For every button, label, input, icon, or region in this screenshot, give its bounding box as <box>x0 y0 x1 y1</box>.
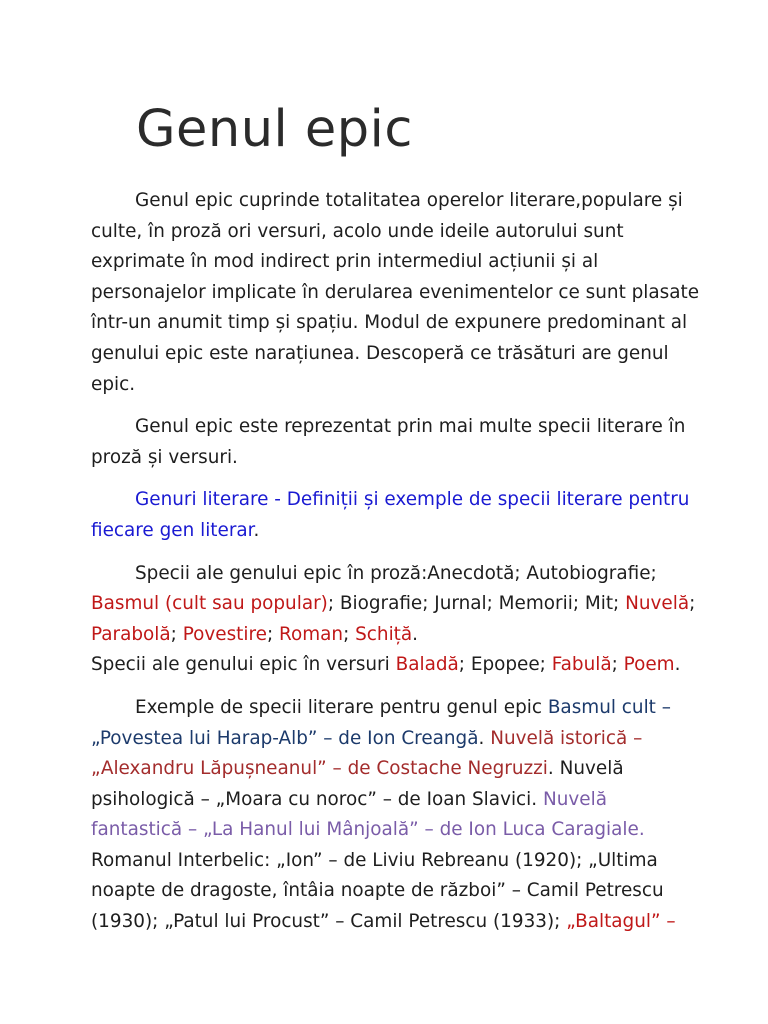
verse-species-text: Specii ale genului epic în versuri <box>91 654 396 676</box>
baltagul-link[interactable]: „Baltagul” – <box>566 911 676 933</box>
period: . <box>412 623 419 645</box>
paragraph-intro: Genul epic cuprinde totalitatea operelor literare,populare și culte, în proză ori versuri, acolo unde ideile autorului sunt exprimate în mod indirect prin intermediul acțiunii și al personajelor implicate în derularea evenimentelor ce sunt plasate într-un anumit timp și spațiu. Modul de expunere predominant al genului epic este narațiunea. Descoperă ce trăsături are genul epic. <box>91 190 700 395</box>
balada-link[interactable]: Baladă <box>395 654 459 676</box>
basmul-link[interactable]: Basmul (cult sau popular) <box>91 593 328 615</box>
paragraph-link <box>91 485 701 546</box>
roman-link[interactable]: Roman <box>279 623 344 645</box>
page-title: Genul epic <box>136 100 413 159</box>
schita-link[interactable]: Schiță <box>355 623 413 645</box>
document-body <box>91 186 701 950</box>
separator: ; <box>170 623 183 645</box>
link-period: . <box>253 519 260 541</box>
basmul-cult-link[interactable]: Basmul cult – „Povestea lui Harap-Alb” – de Ion Creangă <box>91 696 671 749</box>
period: . <box>674 654 681 676</box>
separator: . <box>478 727 491 749</box>
prose-species-text-2: ; Biografie; Jurnal; Memorii; Mit; <box>327 593 626 615</box>
povestire-link[interactable]: Povestire <box>182 623 267 645</box>
separator: ; <box>343 623 356 645</box>
paragraph-examples <box>91 693 701 938</box>
paragraph-species-summary: Genul epic este reprezentat prin mai multe specii literare în proză și versuri. <box>91 416 686 468</box>
examples-text-3: Romanul Interbelic: „Ion” – de Liviu Rebreanu (1920); „Ultima noapte de dragoste, întâia noapte de război” – Camil Petrescu (1930); „Patul lui Procust” – Camil Petrescu (1933); <box>91 849 664 933</box>
separator: ; <box>266 623 280 645</box>
prose-species-text: Specii ale genului epic în proză:Anecdotă; Autobiografie; <box>135 562 657 584</box>
examples-text-2: . Nuvelă psihologică – „Moara cu noroc” – de Ioan Slavici. <box>91 758 624 810</box>
fabula-link[interactable]: Fabulă <box>551 654 612 676</box>
verse-species-text-2: ; Epopee; <box>458 654 552 676</box>
nuvela-istorica-link[interactable]: Nuvelă istorică – „Alexandru Lăpușneanul” – de Costache Negruzzi <box>91 727 643 780</box>
paragraph-prose-species <box>91 559 701 651</box>
nuvela-link[interactable]: Nuvelă <box>625 593 690 615</box>
separator: ; <box>689 593 696 615</box>
genres-link[interactable]: Genuri literare - Definiții și exemple de specii literare pentru fiecare gen literar <box>91 489 690 541</box>
poem-link[interactable]: Poem <box>623 654 675 676</box>
separator: ; <box>611 654 624 676</box>
paragraph-verse-species <box>91 650 701 681</box>
parabola-link[interactable]: Parabolă <box>91 623 171 645</box>
nuvela-fantastica-link[interactable]: Nuvelă fantastică – „La Hanul lui Mânjoală” – de Ion Luca Caragiale. <box>91 788 645 841</box>
examples-text: Exemple de specii literare pentru genul epic <box>135 696 548 718</box>
